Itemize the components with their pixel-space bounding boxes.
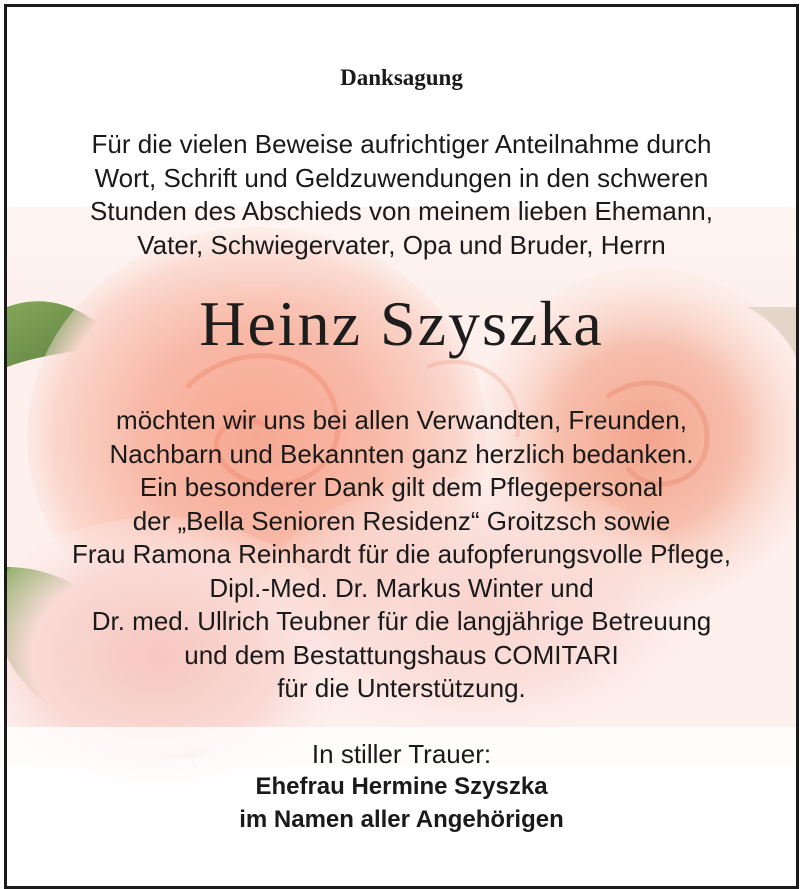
notice-heading: Danksagung (340, 65, 463, 90)
thanks-line: Frau Ramona Reinhardt für die aufopferungsvolle Pflege, (71, 539, 732, 569)
thanks-line: Dr. med. Ullrich Teubner für die langjährige Betreuung (91, 606, 712, 636)
mourning-label: In stiller Trauer: (311, 739, 492, 769)
thanks-line: und dem Bestattungshaus COMITARI (184, 639, 619, 670)
intro-line: Stunden des Abschieds von meinem lieben Ehemann, (90, 196, 713, 226)
intro-paragraph (7, 128, 796, 262)
thanks-line: möchten wir uns bei allen Verwandten, Freunden, (116, 405, 687, 435)
signer-name: Ehefrau Hermine Szyszka (255, 773, 548, 800)
thanks-line: Ein besonderer Dank gilt dem Pflegepersonal (139, 472, 664, 502)
thanks-line: für die Unterstützung. (277, 673, 526, 703)
signer-relation: im Namen aller Angehörigen (239, 806, 564, 833)
thanks-line: der „Bella Senioren Residenz“ Groitzsch sowie (132, 505, 671, 536)
thanks-line: Dipl.-Med. Dr. Markus Winter und (209, 572, 594, 603)
thanks-paragraph (7, 404, 796, 706)
deceased-name: Heinz Szyszka (199, 288, 604, 359)
intro-line: Für die vielen Beweise aufrichtiger Anteilnahme durch (91, 129, 712, 159)
intro-line: Wort, Schrift und Geldzuwendungen in den schweren (94, 162, 709, 193)
thanks-line: Nachbarn und Bekannten ganz herzlich bedanken. (109, 438, 694, 469)
intro-line: Vater, Schwiegervater, Opa und Bruder, Herrn (137, 229, 666, 260)
obituary-notice (4, 4, 799, 889)
